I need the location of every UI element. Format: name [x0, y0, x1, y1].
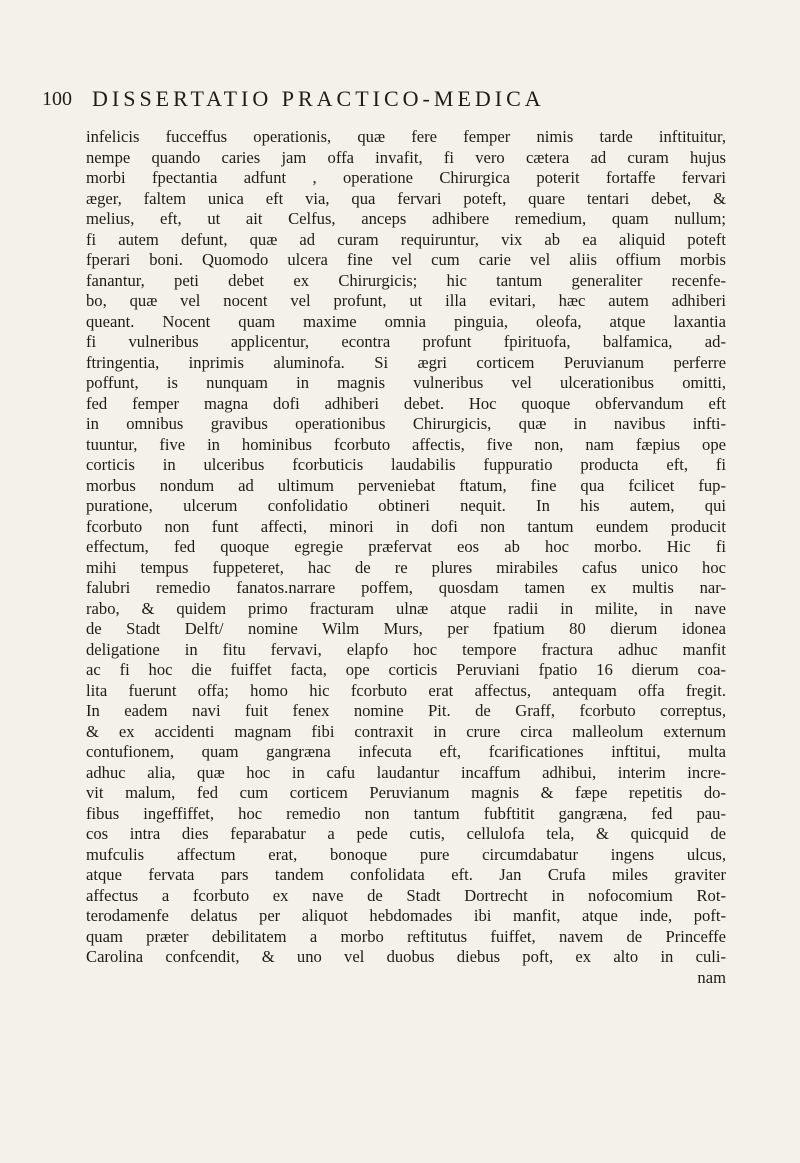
text-line: fcorbuto non funt affecti, minori in dofi non tantum eundem producit — [86, 516, 726, 536]
text-line: affectus a fcorbuto ex nave de Stadt Dortrecht in nofocomium Rot- — [86, 885, 726, 905]
text-line: mufculis affectum erat, bonoque pure circumdabatur ingens ulcus, — [86, 844, 726, 864]
text-line: vit malum, fed cum corticem Peruvianum magnis & fæpe repetitis do- — [86, 783, 726, 802]
text-line: fanantur, peti debet ex Chirurgicis; hic tantum generaliter recenfe- — [86, 270, 726, 290]
text-line: melius, eft, ut ait Celfus, anceps adhibere remedium, quam nullum; — [86, 209, 726, 228]
text-line: adhuc alia, quæ hoc in cafu laudantur incaffum adhibui, interim incre- — [86, 762, 726, 782]
text-line: quam præter debilitatem a morbo reftitutus fuiffet, navem de Princeffe — [86, 926, 726, 946]
text-line: lita fuerunt offa; homo hic fcorbuto erat affectus, antequam offa fregit. — [86, 680, 726, 700]
text-line: ac fi hoc die fuiffet facta, ope corticis Peruviani fpatio 16 dierum coa- — [86, 660, 726, 679]
text-line: fi autem defunt, quæ ad curam requiruntur, vix ab ea aliquid poteft — [86, 229, 726, 249]
text-line: æger, faltem unica eft via, qua fervari poteft, quare tentari debet, & — [86, 188, 726, 208]
text-line: morbi fpectantia adfunt , operatione Chirurgica poterit fortaffe fervari — [86, 168, 726, 187]
page-number: 100 — [42, 88, 72, 110]
text-line: morbus nondum ad ultimum perveniebat ftatum, fine qua fcilicet fup- — [86, 475, 726, 495]
text-line: In eadem navi fuit fenex nomine Pit. de Graff, fcorbuto correptus, — [86, 701, 726, 720]
text-line: fperari boni. Quomodo ulcera fine vel cum carie vel aliis offium morbis — [86, 250, 726, 269]
text-line: puratione, ulcerum confolidatio obtineri nequit. In his autem, qui — [86, 496, 726, 515]
text-line: rabo, & quidem primo fracturam ulnæ atque radii in milite, in nave — [86, 598, 726, 618]
text-line: ftringentia, inprimis aluminofa. Si ægri corticem Peruvianum perferre — [86, 352, 726, 372]
text-line: de Stadt Delft/ nomine Wilm Murs, per fpatium 80 dierum idonea — [86, 619, 726, 638]
text-line: deligatione in fitu fervavi, elapfo hoc tempore fractura adhuc manfit — [86, 639, 726, 659]
text-line: nam — [697, 967, 726, 987]
text-line: contufionem, quam gangræna infecuta eft, fcarificationes inftitui, multa — [86, 742, 726, 761]
text-line: terodamenfe delatus per aliquot hebdomades ibi manfit, atque inde, poft- — [86, 906, 726, 925]
text-line: queant. Nocent quam maxime omnia pinguia, oleofa, atque laxantia — [86, 311, 726, 331]
page-header — [42, 86, 762, 116]
text-line: mihi tempus fuppeteret, hac de re plures mirabiles cafus unico hoc — [86, 557, 726, 577]
text-line: Carolina confcendit, & uno vel duobus diebus poft, ex alto in culi- — [86, 947, 726, 966]
text-line: in omnibus gravibus operationibus Chirurgicis, quæ in navibus infti- — [86, 414, 726, 433]
text-line: fi vulneribus applicentur, econtra profunt fpirituofa, balfamica, ad- — [86, 332, 726, 351]
text-line: nempe quando caries jam offa invafit, fi vero cætera ad curam hujus — [86, 147, 726, 167]
text-line: infelicis fucceffus operationis, quæ fere femper nimis tarde inftituitur, — [86, 127, 726, 146]
text-line: tuuntur, five in hominibus fcorbuto affectis, five non, nam fæpius ope — [86, 434, 726, 454]
text-line: fed femper magna dofi adhiberi debet. Hoc quoque obfervandum eft — [86, 393, 726, 413]
body-text — [86, 127, 726, 988]
text-line: corticis in ulceribus fcorbuticis laudabilis fuppuratio producta eft, fi — [86, 455, 726, 474]
running-title: DISSERTATIO PRACTICO-MEDICA — [92, 86, 545, 111]
text-line: effectum, fed quoque egregie præfervat eos ab hoc morbo. Hic fi — [86, 537, 726, 556]
text-line: fibus ingeffiffet, hoc remedio non tantum fubftitit gangræna, fed pau- — [86, 803, 726, 823]
text-line: atque fervata pars tandem confolidata eft. Jan Crufa miles graviter — [86, 865, 726, 884]
text-line: poffunt, is nunquam in magnis vulneribus vel ulcerationibus omitti, — [86, 373, 726, 392]
text-line: bo, quæ vel nocent vel profunt, ut illa evitari, hæc autem adhiberi — [86, 291, 726, 310]
text-line: cos intra dies feparabatur a pede cutis, cellulofa tela, & quicquid de — [86, 824, 726, 843]
text-line: & ex accidenti magnam fibi contraxit in crure circa malleolum externum — [86, 721, 726, 741]
text-line: falubri remedio fanatos.narrare poffem, quosdam tamen ex multis nar- — [86, 578, 726, 597]
